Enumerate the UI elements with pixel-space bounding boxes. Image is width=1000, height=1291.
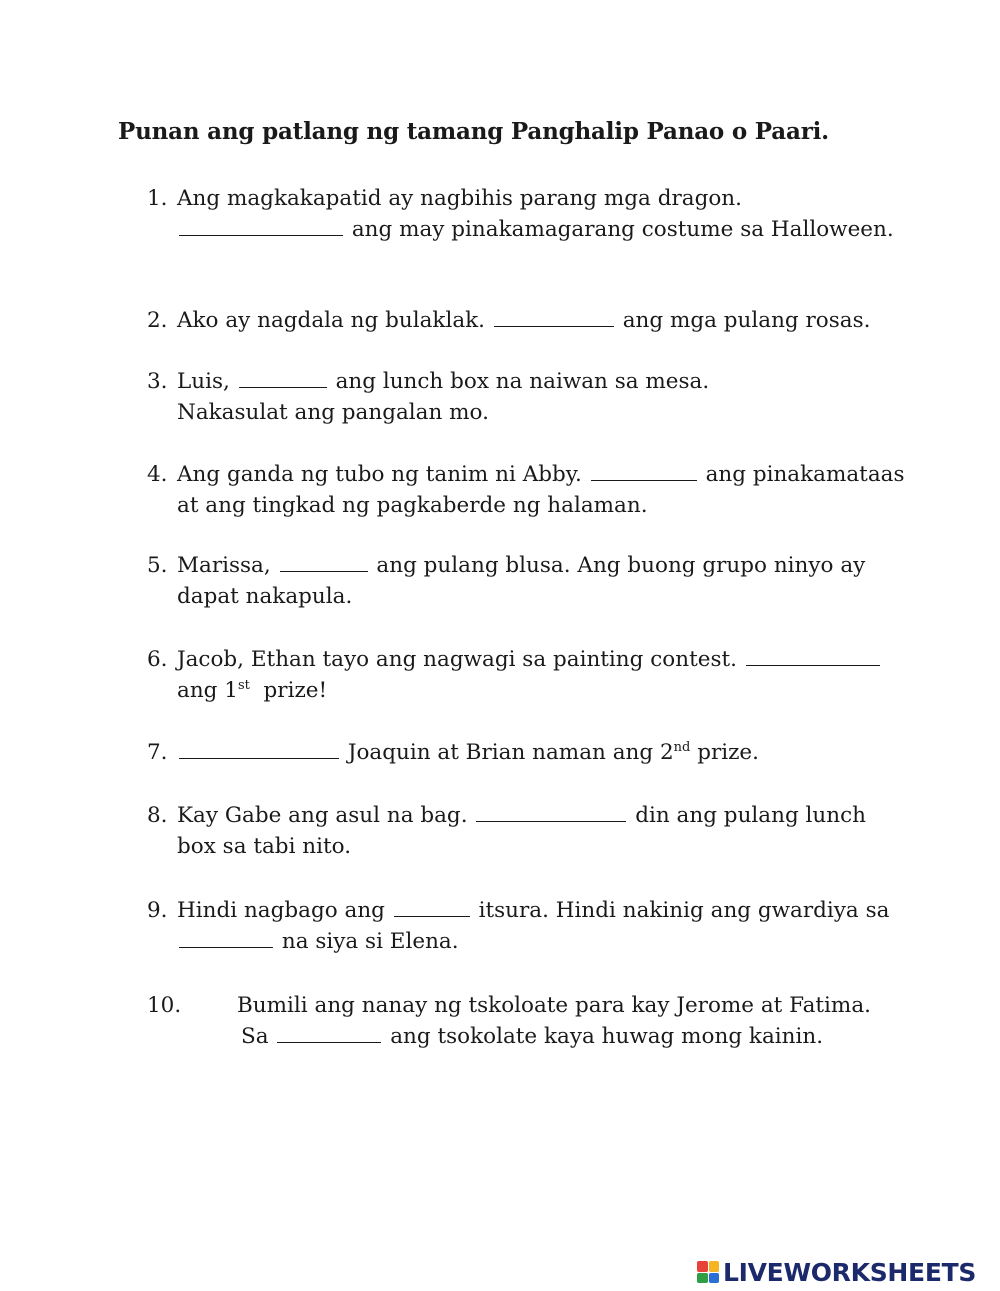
question-text: ang 1 — [177, 678, 238, 703]
ordinal-suffix: nd — [673, 740, 691, 755]
question-text: din ang pulang lunch box sa tabi nito. — [177, 803, 867, 859]
worksheet-title: Punan ang patlang ng tamang Panghalip Panao o Paari. — [118, 118, 829, 145]
question-text: itsura. Hindi nakinig ang gwardiya sa — [478, 898, 890, 923]
question-8 — [147, 800, 907, 862]
question-text: Jacob, Ethan tayo ang nagwagi sa painting contest. — [177, 647, 737, 672]
question-6 — [147, 644, 907, 706]
question-text: na siya si Elena. — [281, 929, 459, 954]
answer-blank[interactable] — [746, 645, 880, 666]
question-text: ang lunch box na naiwan sa mesa. — [335, 369, 710, 394]
question-text: Kay Gabe ang asul na bag. — [177, 803, 468, 828]
question-text: ang may pinakamagarang costume sa Halloween. — [351, 217, 894, 242]
question-1 — [147, 183, 907, 245]
question-number: 9. — [147, 898, 168, 923]
logo-text: LIVEWORKSHEETS — [723, 1257, 977, 1287]
question-9 — [147, 895, 907, 957]
question-text: Luis, — [177, 369, 230, 394]
question-text: ang mga pulang rosas. — [622, 308, 871, 333]
question-text: prize! — [263, 678, 328, 703]
liveworksheets-logo — [697, 1258, 976, 1286]
answer-blank[interactable] — [179, 738, 339, 759]
question-text: Ang magkakapatid ay nagbihis parang mga dragon. — [177, 186, 742, 211]
question-text: prize. — [697, 740, 759, 765]
answer-blank[interactable] — [494, 306, 614, 327]
answer-blank[interactable] — [179, 215, 343, 236]
question-5 — [147, 550, 907, 612]
question-number: 7. — [147, 740, 168, 765]
question-text: ang pulang blusa. Ang buong grupo ninyo ay dapat nakapula. — [177, 553, 866, 609]
question-number: 2. — [147, 308, 168, 333]
question-number: 10. — [147, 993, 182, 1018]
question-4 — [147, 459, 907, 521]
question-text: ang tsokolate kaya huwag mong kainin. — [390, 1024, 824, 1049]
answer-blank[interactable] — [476, 801, 626, 822]
question-text: Joaquin at Brian naman ang 2 — [347, 740, 674, 765]
question-number: 4. — [147, 462, 168, 487]
question-number: 5. — [147, 553, 168, 578]
answer-blank[interactable] — [591, 460, 697, 481]
ordinal-suffix: st — [237, 678, 250, 693]
answer-blank[interactable] — [280, 551, 368, 572]
answer-blank[interactable] — [394, 896, 470, 917]
answer-blank[interactable] — [239, 367, 327, 388]
question-text: Nakasulat ang pangalan mo. — [177, 400, 489, 425]
question-number: 1. — [147, 186, 168, 211]
question-7 — [147, 737, 907, 768]
question-2 — [147, 305, 907, 336]
question-number: 6. — [147, 647, 168, 672]
question-text: Bumili ang nanay ng tskoloate para kay Jerome at Fatima. — [237, 993, 871, 1018]
question-text: Sa — [241, 1024, 269, 1049]
question-number: 3. — [147, 369, 168, 394]
question-10 — [147, 990, 947, 1052]
question-text: Ang ganda ng tubo ng tanim ni Abby. — [177, 462, 582, 487]
question-text: Ako ay nagdala ng bulaklak. — [177, 308, 486, 333]
question-text: ang pinakamataas at ang tingkad ng pagkaberde ng halaman. — [177, 462, 905, 518]
question-text: Hindi nagbago ang — [177, 898, 385, 923]
answer-blank[interactable] — [277, 1022, 381, 1043]
question-text: Marissa, — [177, 553, 271, 578]
answer-blank[interactable] — [179, 927, 273, 948]
question-3 — [147, 366, 907, 428]
logo-mark-icon — [697, 1261, 719, 1283]
question-number: 8. — [147, 803, 168, 828]
